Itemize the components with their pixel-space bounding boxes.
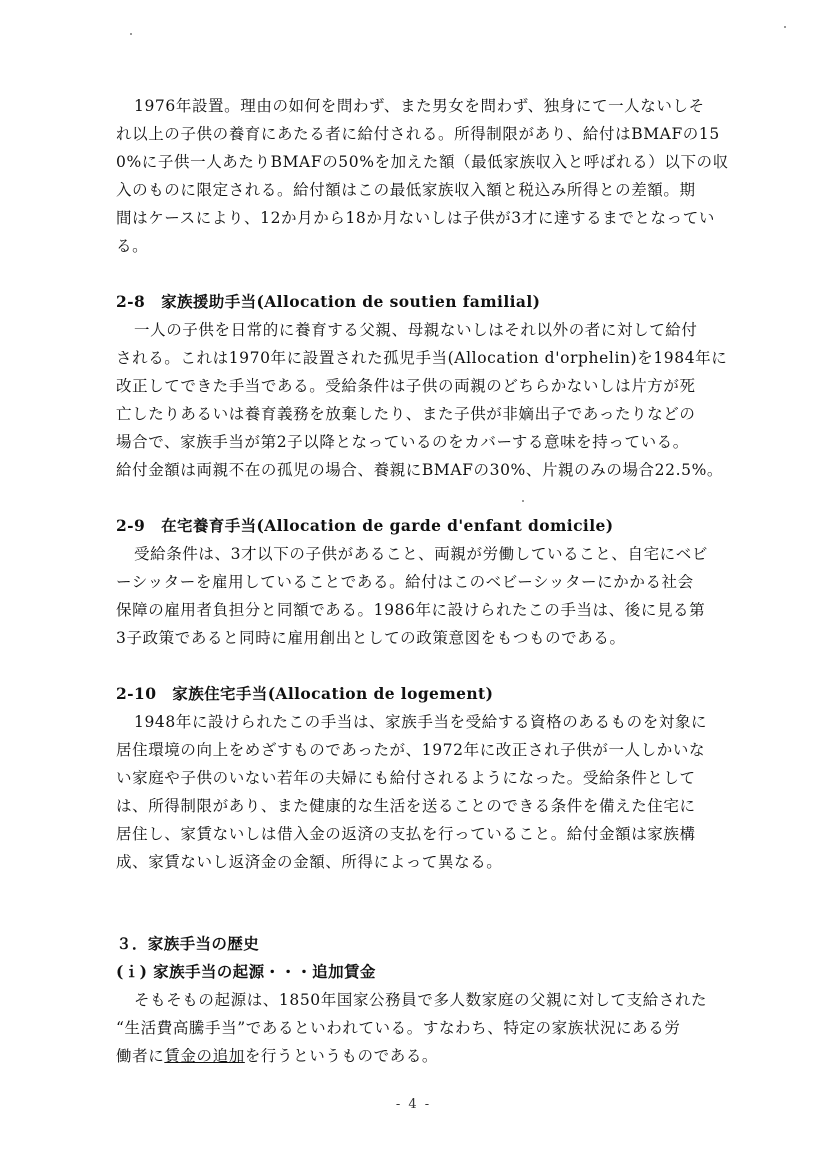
body-line: 1948年に設けられたこの手当は、家族手当を受給する資格のあるものを対象に [134, 713, 708, 731]
section-heading-2-10: 2-10 家族住宅手当(Allocation de logement) [116, 684, 494, 703]
page-number: - 4 - [395, 1097, 432, 1112]
body-line: 受給条件は、3才以下の子供があること、両親が労働していること、自宅にベビ [134, 545, 708, 563]
body-line: 居住し、家賃ないしは借入金の返済の支払を行っていること。給付金額は家族構 [116, 825, 696, 843]
body-line: 改正してできた手当である。受給条件は子供の両親のどちらかないしは片方が死 [116, 377, 696, 395]
body-line [116, 1046, 438, 1066]
body-line: される。これは1970年に設置された孤児手当(Allocation d'orphelin)を1984年に [116, 349, 728, 367]
underlined-phrase: 賃金の追加 [164, 1047, 245, 1065]
body-line: い家庭や子供のいない若年の夫婦にも給付されるようになった。受給条件として [116, 769, 696, 787]
body-line: 一人の子供を日常的に養育する父親、母親ないしはそれ以外の者に対して給付 [134, 321, 698, 339]
section-heading-2-9: 2-9 在宅養育手当(Allocation de garde d'enfant domicile) [116, 516, 614, 535]
scan-speck [784, 26, 786, 28]
section-heading-3: ３．家族手当の歴史 [116, 934, 260, 953]
body-line: ーシッターを雇用していることである。給付はこのベビーシッターにかかる社会 [116, 573, 694, 591]
section-heading-2-8: 2-8 家族援助手当(Allocation de soutien familial) [116, 292, 541, 311]
body-line: 1976年設置。理由の如何を問わず、また男女を問わず、独身にて一人ないしそ [134, 97, 705, 115]
scan-speck [130, 33, 132, 35]
body-line: 給付金額は両親不在の孤児の場合、養親にBMAFの30%、片親のみの場合22.5%。 [116, 461, 724, 479]
body-line: 保障の雇用者負担分と同額である。1986年に設けられたこの手当は、後に見る第 [116, 601, 706, 619]
body-line: る。 [116, 237, 149, 255]
body-line: 場合で、家族手当が第2子以降となっているのをカバーする意味を持っている。 [116, 433, 689, 451]
body-line: 亡したりあるいは養育義務を放棄したり、また子供が非嫡出子であったりなどの [116, 405, 696, 423]
body-line: 入のものに限定される。給付額はこの最低家族収入額と税込み所得との差額。期 [116, 181, 696, 199]
body-line: 居住環境の向上をめざすものであったが、1972年に改正され子供が一人しかいな [116, 741, 706, 759]
body-line: は、所得制限があり、また健康的な生活を送ることのできる条件を備えた住宅に [116, 797, 696, 815]
body-line: そもそもの起源は、1850年国家公務員で多人数家庭の父親に対して支給された [134, 991, 708, 1009]
text-segment: 働者に [116, 1047, 165, 1065]
text-segment: を行うというものである。 [244, 1047, 439, 1065]
body-line: れ以上の子供の養育にあたる者に給付される。所得制限があり、給付はBMAFの15 [116, 125, 720, 143]
subsection-heading-3-i: (ｉ) 家族手当の起源・・・追加賃金 [116, 962, 376, 981]
body-line: 間はケースにより、12か月から18か月ないしは子供が3才に達するまでとなってい [116, 209, 715, 227]
body-line: 0%に子供一人あたりBMAFの50%を加えた額（最低家族収入と呼ばれる）以下の収 [116, 153, 729, 171]
body-line: 成、家賃ないし返済金の金額、所得によって異なる。 [116, 853, 503, 871]
body-line: “生活費高騰手当”であるといわれている。すなわち、特定の家族状況にある労 [116, 1019, 681, 1037]
body-line: 3子政策であると同時に雇用創出としての政策意図をもつものである。 [116, 629, 626, 647]
scan-speck [522, 500, 524, 502]
